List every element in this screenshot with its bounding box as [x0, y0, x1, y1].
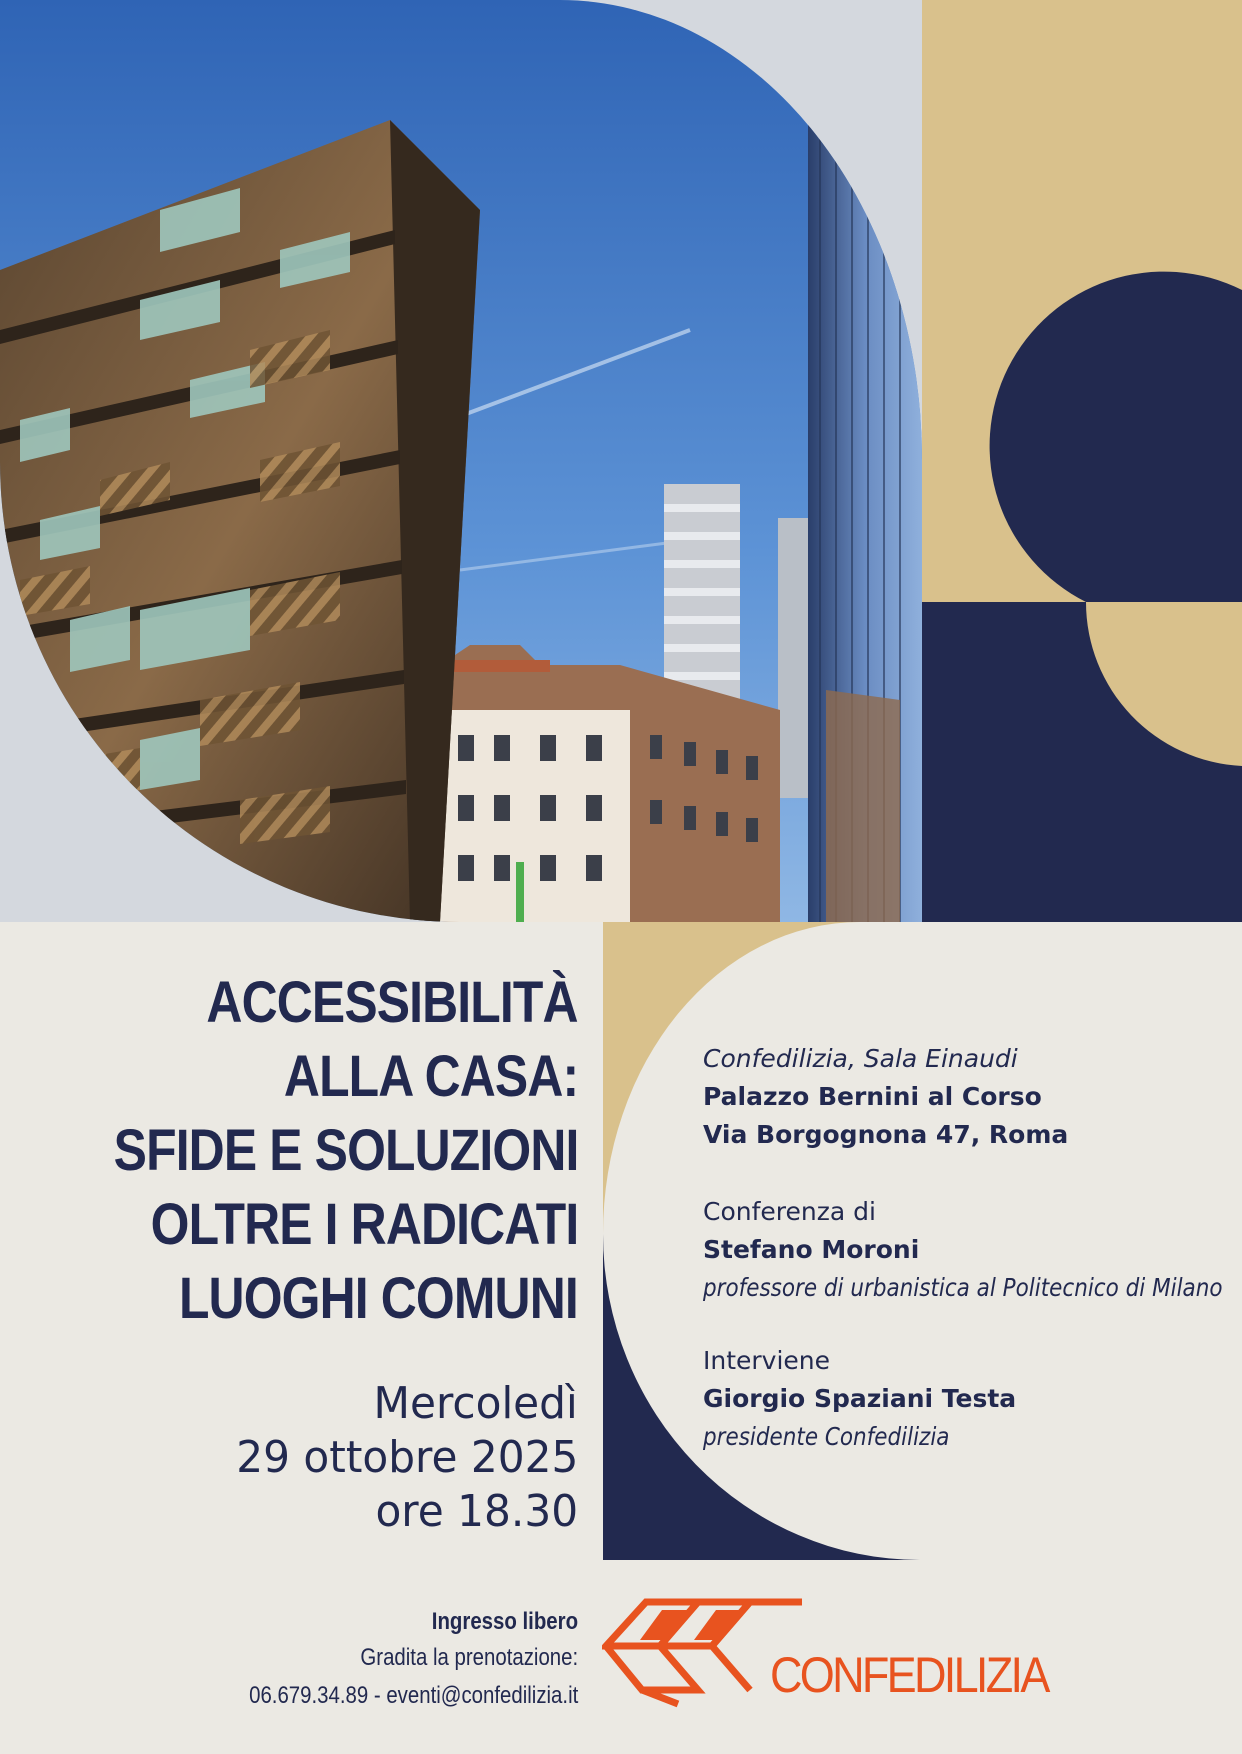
entry-note: Ingresso libero	[431, 1608, 578, 1635]
speaker-intro: Conferenza di	[703, 1197, 876, 1226]
city-buildings-photo	[0, 0, 922, 922]
event-date-text: 29 ottobre 2025	[235, 1432, 578, 1483]
confedilizia-logo	[602, 1598, 1052, 1708]
speaker-role: professore di urbanistica al Politecnico di Milano	[703, 1273, 1223, 1302]
speaker-name: Stefano Moroni	[703, 1235, 920, 1264]
guest-intro: Interviene	[703, 1346, 831, 1375]
contact-info	[100, 1604, 578, 1724]
event-time: ore 18.30	[375, 1486, 578, 1537]
event-day: Mercoledì	[373, 1378, 578, 1429]
title-line: SFIDE E SOLUZIONI	[113, 1118, 578, 1183]
venue-address: Via Borgognona 47, Roma	[703, 1120, 1069, 1149]
booking-note: Gradita la prenotazione:	[360, 1644, 578, 1671]
event-date	[40, 1378, 578, 1548]
logo-wordmark: CONFEDILIZIA	[770, 1647, 1048, 1703]
contact-details: 06.679.34.89 - eventi@confedilizia.it	[248, 1682, 578, 1709]
title-line: ACCESSIBILITÀ	[206, 970, 578, 1035]
title-line: OLTRE I RADICATI	[150, 1192, 578, 1257]
guest-role: presidente Confedilizia	[703, 1422, 950, 1451]
guest-name: Giorgio Spaziani Testa	[703, 1384, 1017, 1413]
title-line: LUOGHI COMUNI	[179, 1266, 578, 1331]
venue-building: Palazzo Bernini al Corso	[703, 1082, 1042, 1111]
venue-place: Confedilizia, Sala Einaudi	[703, 1044, 1018, 1073]
event-title	[40, 968, 578, 1338]
title-line: ALLA CASA:	[283, 1044, 578, 1109]
